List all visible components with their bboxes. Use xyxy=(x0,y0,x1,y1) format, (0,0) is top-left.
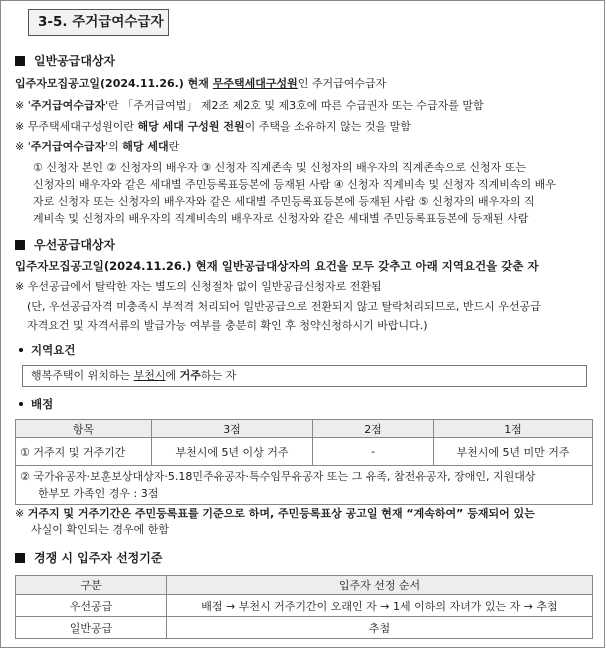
selection-table xyxy=(15,575,593,639)
member-line: ① 신청자 본인 ② 신청자의 배우자 ③ 신청자 직계존속 및 신청자의 배우자의 직계존속으로 신청자 또는 xyxy=(33,161,526,174)
table-header-cell: 2점 xyxy=(313,420,434,438)
region-suffix: 하는 자 xyxy=(200,369,237,382)
score-heading-text: 배점 xyxy=(31,397,54,411)
general-note-3 xyxy=(15,138,179,154)
table-row xyxy=(16,466,593,505)
priority-heading-text: 우선공급대상자 xyxy=(34,238,116,252)
note-bold: 해당 세대 구성원 전원 xyxy=(137,120,245,133)
table-header-cell: 항목 xyxy=(16,420,152,438)
table-header-cell: 1점 xyxy=(434,420,593,438)
table-cell: 일반공급 xyxy=(16,617,167,639)
footnote-bold: 등재되어 있는 xyxy=(463,507,535,520)
general-note-2 xyxy=(15,118,411,134)
table-header-cell: 구분 xyxy=(16,576,167,595)
general-heading-text: 일반공급대상자 xyxy=(34,54,116,68)
note-bold: 주거급여수급자 xyxy=(30,99,106,112)
general-intro-prefix: 입주자모집공고일(2024.11.26.) 현재 xyxy=(15,77,213,90)
table-cell: - xyxy=(313,438,434,466)
note-mark: ※ ' xyxy=(15,99,31,112)
region-city: 부천시 xyxy=(133,369,166,382)
priority-note: ※ 우선공급에서 탈락한 자는 별도의 신청절차 없이 일반공급신청자로 전환됨 xyxy=(15,280,382,293)
note-suffix: 이 주택을 소유하지 않는 것을 말함 xyxy=(244,120,411,133)
note-text: '란 「주거급여법」 제2조 제2호 및 제3호에 따른 수급권자 또는 수급자를 말함 xyxy=(105,99,484,112)
table-cell: 배점 → 부천시 거주기간이 오래인 자 → 1세 이하의 자녀가 있는 자 → 추첨 xyxy=(167,595,593,617)
selection-heading-text: 경쟁 시 입주자 선정기준 xyxy=(34,551,163,565)
note-mid: '의 xyxy=(105,140,123,153)
note-suffix: 란 xyxy=(168,140,180,153)
region-heading xyxy=(19,342,75,358)
table-cell: 추첨 xyxy=(167,617,593,639)
square-bullet-icon xyxy=(15,553,25,563)
table-cell: 부천시에 5년 이상 거주 xyxy=(152,438,313,466)
table-row xyxy=(16,595,593,617)
table-cell: 부천시에 5년 미만 거주 xyxy=(434,438,593,466)
region-bold: 거주 xyxy=(179,369,201,382)
note-bold: 주거급여수급자 xyxy=(30,140,106,153)
priority-intro: 입주자모집공고일(2024.11.26.) 현재 일반공급대상자의 요건을 모두 갖추고 아래 지역요건을 갖춘 자 xyxy=(15,259,539,273)
member-line: 자로 신청자 또는 신청자의 배우자와 같은 세대별 주민등록표등본에 등재된 사람 ⑤ 신청자의 배우자의 직 xyxy=(33,195,535,208)
region-heading-text: 지역요건 xyxy=(31,343,76,357)
general-intro-suffix: 인 주거급여수급자 xyxy=(297,77,387,90)
general-note-1 xyxy=(15,97,484,113)
footnote-quoted: “계속하여” xyxy=(406,507,464,520)
table-cell-line: ② 국가유공자·보훈보상대상자·5.18민주유공자·특수임무유공자 또는 그 유족, 참전유공자, 장애인, 지원대상 xyxy=(20,470,536,483)
general-intro xyxy=(15,75,386,91)
footnote-mark: ※ xyxy=(15,507,28,520)
table-header-cell: 3점 xyxy=(152,420,313,438)
selection-heading xyxy=(15,549,162,566)
priority-caution-line: (단, 우선공급자격 미충족시 부적격 처리되어 일반공급으로 전환되지 않고 탈락처리되므로, 반드시 우선공급 xyxy=(27,300,541,313)
table-header-row xyxy=(16,420,593,438)
region-mid: 에 xyxy=(165,369,180,382)
square-bullet-icon xyxy=(15,240,25,250)
footnote-bold: 거주지 및 거주기간은 주민등록표를 기준으로 하며, 주민등록표상 공고일 현재 xyxy=(27,507,407,520)
note-bold: 해당 세대 xyxy=(122,140,169,153)
table-cell: ① 거주지 및 거주기간 xyxy=(16,438,152,466)
table-cell: 우선공급 xyxy=(16,595,167,617)
table-row xyxy=(16,438,593,466)
member-line: 신청자의 배우자와 같은 세대별 주민등록표등본에 등재된 사람 ④ 신청자 직계비속 및 신청자 직계비속의 배우 xyxy=(33,178,556,191)
score-table xyxy=(15,419,593,505)
score-heading xyxy=(19,396,53,412)
note-prefix: ※ 무주택세대구성원이란 xyxy=(15,120,138,133)
priority-caution-line: 자격요건 및 자격서류의 발급가능 여부를 충분히 확인 후 청약신청하시기 바랍니다.) xyxy=(27,319,428,332)
general-intro-highlight: 무주택세대구성원 xyxy=(212,77,298,90)
region-prefix: 행복주택이 위치하는 xyxy=(31,369,134,382)
dot-bullet-icon xyxy=(19,402,23,406)
dot-bullet-icon xyxy=(19,348,23,352)
table-header-row xyxy=(16,576,593,595)
region-requirement-box xyxy=(22,365,587,387)
note-mark: ※ ' xyxy=(15,140,31,153)
section-title: 3-5. 주거급여수급자 xyxy=(28,9,169,36)
score-footnote-line2: 사실이 확인되는 경우에 한함 xyxy=(31,523,170,536)
score-footnote xyxy=(15,505,535,521)
priority-heading xyxy=(15,236,115,253)
table-row xyxy=(16,617,593,639)
square-bullet-icon xyxy=(15,56,25,66)
member-line: 계비속 및 신청자의 배우자의 직계비속의 배우자로 신청자와 같은 세대별 주민등록표등본에 등재된 사람 xyxy=(33,212,529,225)
general-heading xyxy=(15,52,115,69)
table-header-cell: 입주자 선정 순서 xyxy=(167,576,593,595)
table-cell xyxy=(16,466,593,505)
table-cell-line: 한부모 가족인 경우 : 3점 xyxy=(38,487,159,500)
